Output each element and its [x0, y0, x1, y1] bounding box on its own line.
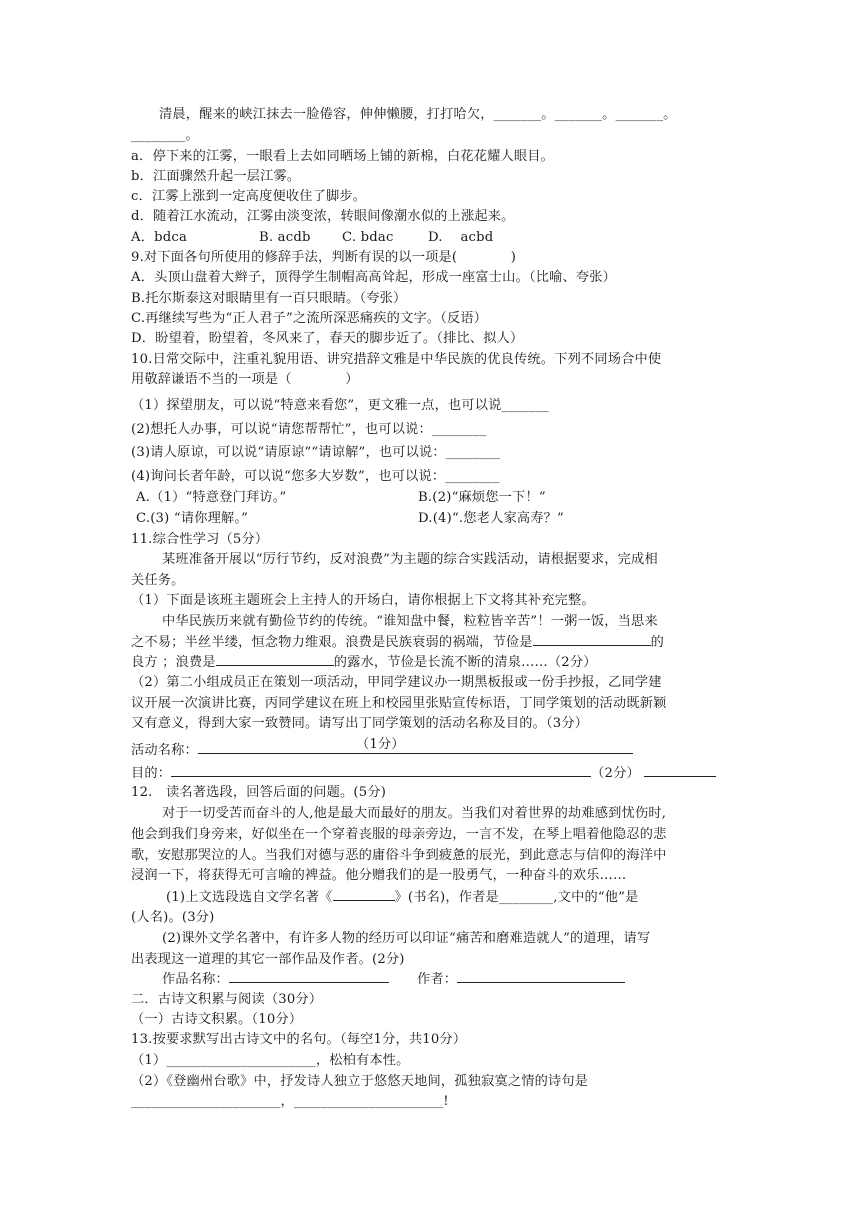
- author-field[interactable]: [457, 969, 625, 983]
- activity-name-label: 活动名称：: [131, 743, 198, 758]
- q8-option-a-sentence: a．停下来的江雾，一眼看上去如同晒场上铺的新棉，白花花耀人眼目。: [131, 149, 555, 164]
- q12-part1: [166, 887, 639, 908]
- q9-option-c: C.再继续写些为“正人君子”之流所深恶痛疾的文字。（反语）: [131, 311, 488, 326]
- q10-choice-c: C.(3) “请你理解。”: [136, 511, 249, 526]
- work-name-label: 作品名称：: [162, 972, 229, 987]
- purpose-label: 目的：: [131, 766, 172, 781]
- q11-part1-passage-end: [131, 652, 597, 673]
- q11-part1-text-3: 的露水，节俭是长流不断的清泉……（2分）: [333, 655, 597, 670]
- q11-part1-passage: 中华民族历来就有勤俭节约的传统。“谁知盘中餐，粒粒皆辛苦”！一粥一饭，当思来: [162, 614, 658, 629]
- q11-part1-prompt: （1）下面是该班主题班会上主持人的开场白，请你根据上下文将其补充完整。: [131, 593, 595, 608]
- q11-part1-text-end: 的: [650, 635, 665, 650]
- q11-part2-prompt: （2）第二小组成员正在策划一项活动，甲同学建议办一期黑板报或一份手抄报，乙同学建: [131, 675, 662, 690]
- q10-choice-a: A.（1）“特意登门拜访。”: [136, 490, 287, 505]
- q13-heading: 13.按要求默写出古诗文中的名句。（每空1分，共10分）: [131, 1032, 467, 1047]
- activity-name-score: （1分）: [355, 737, 405, 752]
- subsection-1-heading: （一）古诗文积累。（10分）: [131, 1012, 303, 1027]
- blank-waste-metaphor[interactable]: [216, 652, 334, 666]
- author-label: 作者：: [416, 972, 458, 987]
- q10-choice-b: B.(2)“麻烦您一下！”: [418, 490, 546, 505]
- purpose-field[interactable]: [171, 763, 591, 777]
- q12-passage-3: 歌，安慰那哭泣的人。当我们对德与恶的庸俗斗争到疲惫的辰光，到此意志与信仰的海洋中: [131, 848, 667, 863]
- q11-intro-cont: 关任务。: [131, 573, 185, 588]
- q11-heading: 11.综合性学习（5分）: [131, 532, 269, 547]
- q10-choice-d: D.(4)“.您老人家高寿？”: [418, 511, 564, 526]
- q10-item-3: (3)请人原谅，可以说“请原谅”“请谅解”，也可以说：________: [131, 445, 501, 460]
- q11-part1-text-2: 良方 ；浪费是: [131, 655, 216, 670]
- q9-option-b: B.托尔斯泰这对眼睛里有一百只眼睛。（夸张）: [131, 291, 407, 306]
- work-name-field[interactable]: [229, 969, 389, 983]
- q8-option-d-sentence: d．随着江水流动，江雾由淡变浓，转眼间像潮水似的上涨起来。: [131, 209, 515, 224]
- q13-item-2-blanks: ______________________，______________________!: [131, 1094, 449, 1109]
- blank-book-title[interactable]: [333, 887, 395, 901]
- blank-thrift-metaphor[interactable]: [533, 632, 651, 646]
- q13-item-2: （2）《登幽州台歌》中，抒发诗人独立于悠悠天地间，孤独寂寞之情的诗句是: [131, 1074, 589, 1089]
- q8-option-c-sentence: c．江雾上涨到一定高度便收住了脚步。: [131, 189, 367, 204]
- q12-passage-2: 他会到我们身旁来，好似坐在一个穿着丧服的母亲旁边，一言不发，在琴上唱着他隐忍的悲: [131, 827, 667, 842]
- q11-part1-text: 之不易；半丝半缕，恒念物力维艰。浪费是民族衰弱的祸端，节俭是: [131, 635, 533, 650]
- q10-stem-cont: 用敬辞谦语不当的一项是（ ）: [131, 372, 359, 387]
- purpose-field-extra[interactable]: [644, 763, 716, 777]
- q12-passage-4: 浸润一下，将获得无可言喻的裨益。他分赠我们的是一股勇气，一种奋斗的欢乐……: [131, 868, 627, 883]
- q8-option-b-sentence: b．江面骤然升起一层江雾。: [131, 169, 301, 184]
- section-2-heading: 二．古诗文积累与阅读（30分）: [131, 992, 323, 1007]
- q11-intro: 某班准备开展以“厉行节约，反对浪费”为主题的综合实践活动，请根据要求，完成相: [162, 552, 658, 567]
- work-author-row: [162, 969, 625, 990]
- q12-passage-1: 对于一切受苦而奋斗的人,他是最大而最好的朋友。当我们对着世界的劫难感到忧伤时,: [162, 806, 667, 821]
- q9-option-d: D．盼望着，盼望着，冬风来了，春天的脚步近了。（排比、拟人）: [131, 331, 524, 346]
- q12-part1-text-end: 》(书名)，作者是________,文中的“他”是: [394, 890, 639, 905]
- q10-stem: 10.日常交际中，注重礼貌用语、讲究措辞文雅是中华民族的优良传统。下列不同场合中使: [131, 352, 662, 367]
- q10-item-2: (2)想托人办事，可以说“请您帮帮忙”，也可以说：________: [131, 422, 487, 437]
- q10-item-4: (4)询问长者年龄，可以说“您多大岁数”，也可以说：________: [131, 469, 500, 484]
- q8-choice-d: D. acbd: [428, 230, 494, 245]
- q9-stem: 9.对下面各句所使用的修辞手法，判断有误的以一项是( ): [131, 250, 517, 265]
- q11-part1-passage-cont: [131, 632, 664, 653]
- q11-part2-prompt-end: 又有意义，得到大家一致赞同。请写出丁同学策划的活动名称及目的。（3分）: [131, 716, 589, 731]
- q12-part2: (2)课外文学名著中，有许多人物的经历可以印证“痛苦和磨难造就人”的道理，请写: [162, 931, 651, 946]
- purpose-score: （2分）: [591, 766, 640, 781]
- q12-part1-cont: (人名)。(3分): [131, 910, 215, 925]
- purpose-row: [131, 763, 716, 784]
- q12-heading: 12. 读名著选段，回答后面的问题。(5分): [131, 785, 387, 800]
- q10-item-1: （1）探望朋友，可以说“特意来看您”，更文雅一点，也可以说_______: [131, 398, 550, 413]
- q8-choice-a: A．bdca: [131, 230, 188, 245]
- q12-part2-cont: 出表现这一道理的其它一部作品及作者。(2分): [131, 952, 405, 967]
- q11-part2-prompt-cont: 议开展一次演讲比赛，丙同学建议在班上和校园里张贴宣传标语，丁同学策划的活动既新颖: [131, 696, 667, 711]
- activity-name-field[interactable]: [198, 739, 633, 754]
- q8-choice-c: C. bdac: [342, 230, 394, 245]
- q8-choice-b: B. acdb: [259, 230, 311, 245]
- q8-stem-cont: ________。: [131, 128, 199, 143]
- q9-option-a: A．头顶山盘着大辫子，顶得学生制帽高高耸起，形成一座富士山。（比喻、夸张）: [131, 270, 617, 285]
- q8-stem: 清晨，醒来的峡江抹去一脸倦容，伸伸懒腰，打打哈欠，_______。_______。_______。: [159, 107, 677, 122]
- activity-name-row: [131, 739, 633, 761]
- q12-part1-text: (1)上文选段选自文学名著《: [166, 890, 333, 905]
- q13-item-1: （1）______________________，松柏有本性。: [131, 1053, 410, 1068]
